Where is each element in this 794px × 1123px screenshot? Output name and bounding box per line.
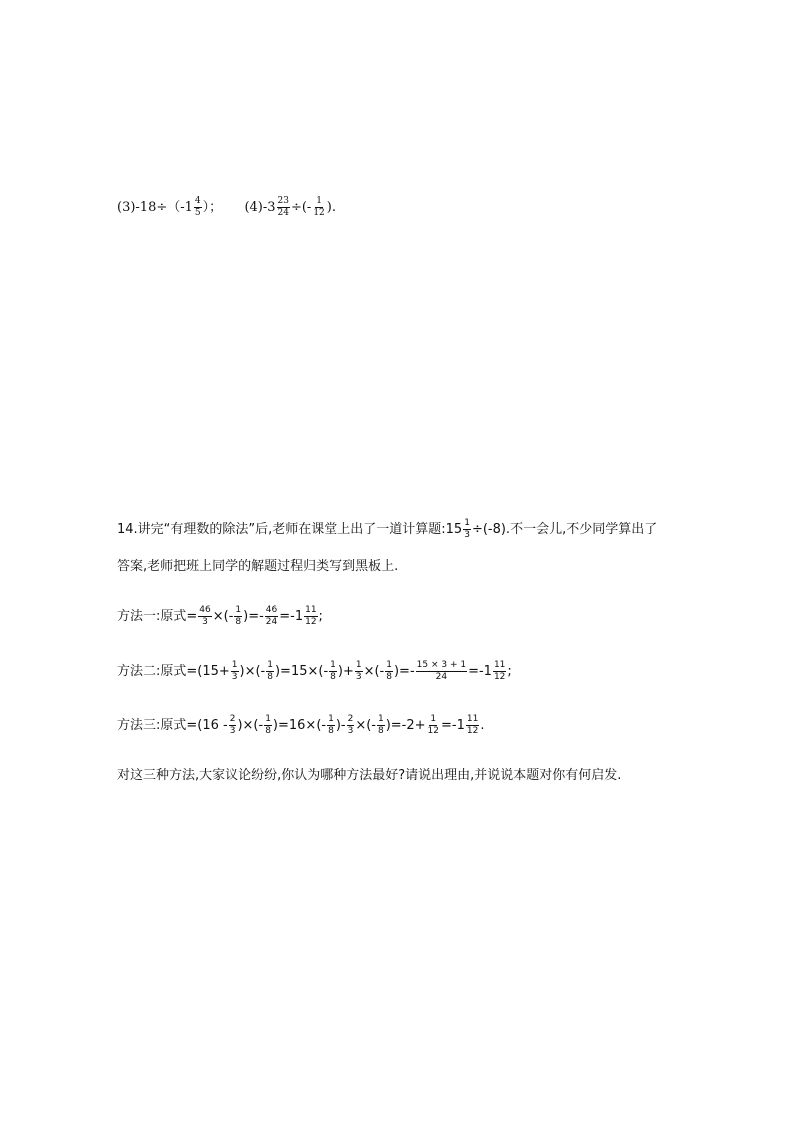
denominator: 24: [277, 208, 289, 218]
denominator: 8: [330, 672, 336, 682]
problem-14-question: 对这三种方法,大家议论纷纷,你认为哪种方法最好?请说出理由,并说说本题对你有何启发.: [117, 768, 622, 783]
math-text: ×(-: [212, 609, 234, 624]
method-2-label: 方法二:原式=(15+: [117, 664, 230, 679]
fraction: [327, 715, 335, 736]
numerator: 1: [235, 605, 242, 615]
fraction: [385, 661, 393, 682]
denominator: 12: [493, 672, 506, 682]
part-4-end: ).: [326, 200, 336, 215]
fraction: [304, 606, 317, 627]
math-text: =-1: [468, 664, 492, 679]
math-text: )×(-: [237, 718, 264, 733]
math-text: )=-2+: [385, 718, 426, 733]
numerator: 1: [355, 660, 362, 670]
denominator: 8: [235, 617, 242, 627]
fraction: [416, 661, 467, 682]
numerator: 2: [347, 714, 354, 724]
fraction: [198, 606, 211, 627]
denominator: 24: [265, 617, 278, 627]
numerator: 1: [328, 714, 334, 724]
numerator: 11: [305, 605, 317, 615]
denominator: 3: [202, 617, 208, 627]
fraction: [355, 661, 363, 682]
numerator: 1: [386, 660, 392, 670]
math-text: )=16×(-: [272, 718, 327, 733]
fraction: [377, 715, 385, 736]
method-2-line: [117, 661, 512, 682]
denominator: 3: [231, 672, 238, 682]
part-4-mid: ÷(-: [290, 200, 312, 215]
math-text: )-: [335, 718, 346, 733]
denominator: 12: [466, 726, 479, 736]
numerator: 1: [231, 660, 238, 670]
part-4-text: (4)-3: [244, 200, 276, 215]
fraction: [264, 715, 272, 736]
numerator: 1: [267, 660, 273, 670]
problem-14-line-2: 答案,老师把班上同学的解题过程归类写到黑板上.: [117, 559, 399, 574]
fraction: [329, 661, 337, 682]
numerator: 23: [277, 196, 289, 206]
fraction: [194, 197, 202, 218]
fraction: [265, 606, 278, 627]
fraction: [234, 606, 242, 627]
problem-14-line-1: [117, 519, 657, 540]
fraction: [266, 661, 274, 682]
math-text: )=-: [243, 609, 264, 624]
denominator: 12: [305, 617, 317, 627]
fraction: [463, 519, 471, 540]
numerator: 1: [316, 196, 322, 206]
denominator: 8: [267, 672, 273, 682]
math-text: )×(-: [239, 664, 266, 679]
problem-14-text-a: 14.讲完“有理数的除法”后,老师在课堂上出了一道计算题:15: [117, 522, 463, 537]
denominator: 3: [347, 726, 354, 736]
numerator: 1: [265, 714, 271, 724]
denominator: 3: [355, 672, 362, 682]
problem-14-text-b: ÷(-8).不一会儿,不少同学算出了: [471, 522, 658, 537]
fraction: [427, 715, 440, 736]
method-1-label: 方法一:原式=: [117, 609, 198, 624]
numerator: 1: [330, 660, 336, 670]
problem-13-line: [117, 197, 336, 218]
numerator: 11: [493, 660, 506, 670]
math-text: ;: [507, 664, 512, 679]
fraction: [312, 197, 325, 218]
math-text: .: [480, 718, 485, 733]
denominator: 12: [427, 726, 439, 736]
denominator: 12: [313, 208, 325, 218]
math-text: )+: [337, 664, 354, 679]
numerator: 46: [199, 605, 211, 615]
fraction: [466, 715, 479, 736]
denominator: 8: [386, 672, 392, 682]
math-text: )=-: [393, 664, 415, 679]
numerator: 1: [464, 518, 470, 528]
numerator: 4: [194, 196, 201, 206]
denominator: 8: [377, 726, 384, 736]
math-text: ;: [318, 609, 323, 624]
numerator: 1: [430, 714, 437, 724]
denominator: 8: [328, 726, 334, 736]
math-text: =-1: [279, 609, 304, 624]
fraction: [231, 661, 239, 682]
numerator: 11: [466, 714, 479, 724]
math-text: )=15×(-: [274, 664, 329, 679]
method-1-line: [117, 606, 323, 627]
denominator: 3: [464, 530, 470, 540]
fraction: [347, 715, 355, 736]
math-text: ×(-: [363, 664, 385, 679]
numerator: 15 × 3 + 1: [416, 660, 467, 670]
denominator: 8: [265, 726, 271, 736]
method-3-label: 方法三:原式=(16 -: [117, 718, 228, 733]
denominator: 5: [194, 208, 201, 218]
part-3-text: (3)-18÷（-1: [117, 200, 193, 215]
denominator: 3: [229, 726, 236, 736]
numerator: 2: [229, 714, 236, 724]
math-text: ×(-: [355, 718, 376, 733]
method-3-line: [117, 715, 484, 736]
fraction: [277, 197, 290, 218]
fraction: [229, 715, 237, 736]
denominator: 24: [435, 672, 448, 682]
numerator: 1: [377, 714, 384, 724]
part-3-end: ）；: [202, 200, 223, 215]
numerator: 46: [265, 605, 278, 615]
math-text: =-1: [441, 718, 465, 733]
fraction: [493, 661, 506, 682]
